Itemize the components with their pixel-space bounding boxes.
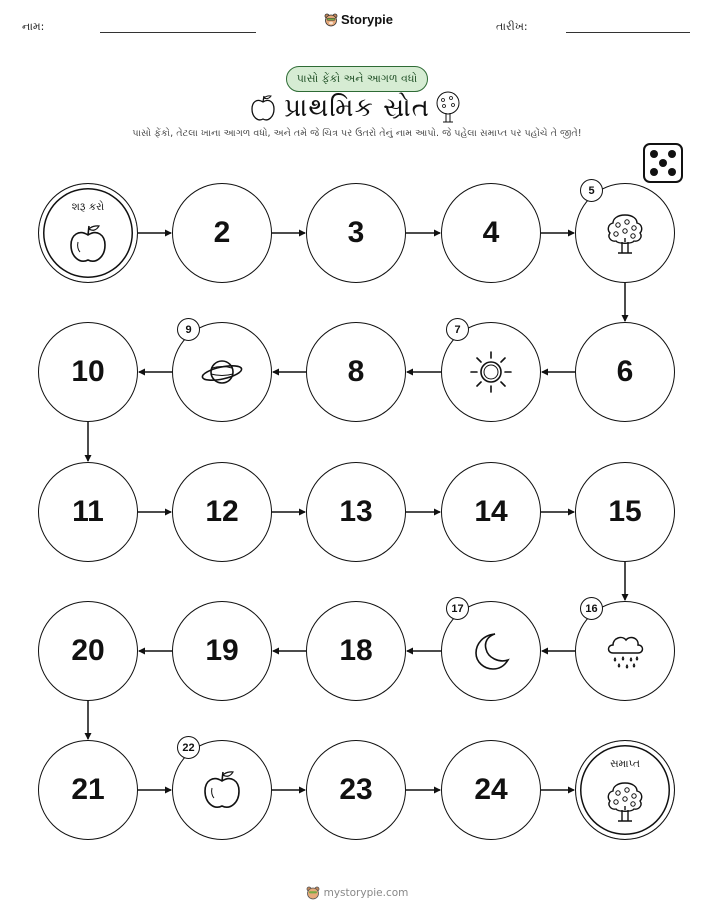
cell-number: 24 <box>474 773 508 806</box>
cell-number: 20 <box>71 634 105 667</box>
cell-number-badge: 9 <box>177 318 200 341</box>
board-cell-4[interactable] <box>441 183 541 283</box>
cell-label: શરૂ કરો <box>71 201 105 213</box>
rain-cloud-icon <box>603 629 647 673</box>
page-title: પ્રાથમિક સ્રોત <box>284 93 430 123</box>
cell-number: 13 <box>339 495 373 528</box>
cell-number: 23 <box>339 773 373 806</box>
cell-number: 8 <box>347 355 365 388</box>
board-cell-16[interactable] <box>575 601 675 701</box>
board-cell-2[interactable] <box>172 183 272 283</box>
cell-number: 3 <box>347 216 365 249</box>
board-cell-7[interactable] <box>441 322 541 422</box>
date-label: તારીખ: <box>496 20 528 33</box>
moon-icon <box>469 629 513 673</box>
page-footer <box>0 886 714 900</box>
cell-number: 10 <box>71 355 105 388</box>
cell-number-badge: 7 <box>446 318 469 341</box>
board-cell-6[interactable] <box>575 322 675 422</box>
apple-icon <box>66 222 110 266</box>
finish-cell[interactable] <box>575 740 675 840</box>
cell-number: 14 <box>474 495 508 528</box>
board-cell-5[interactable] <box>575 183 675 283</box>
sun-icon <box>469 350 513 394</box>
board-cell-18[interactable] <box>306 601 406 701</box>
board-cell-19[interactable] <box>172 601 272 701</box>
cell-number: 15 <box>608 495 642 528</box>
instructions-text: પાસો ફેંકો, તેટલા ખાના આગળ વધો, અને તમે જે ચિત્ર પર ઉતરો તેનું નામ આપો. જે પહેલા સમાપ્ત પર પહોંચે તે જીતે! <box>132 128 582 139</box>
board-cell-15[interactable] <box>575 462 675 562</box>
start-cell[interactable] <box>38 183 138 283</box>
cell-label: સમાપ્ત <box>610 758 640 770</box>
footer-url[interactable]: mystorypie.com <box>323 887 409 899</box>
cell-number: 12 <box>205 495 239 528</box>
board-cell-12[interactable] <box>172 462 272 562</box>
cell-number: 4 <box>482 216 500 249</box>
cell-number: 6 <box>616 355 634 388</box>
board-cell-11[interactable] <box>38 462 138 562</box>
cell-number: 18 <box>339 634 373 667</box>
board-cell-14[interactable] <box>441 462 541 562</box>
cell-number-badge: 17 <box>446 597 469 620</box>
board-cell-23[interactable] <box>306 740 406 840</box>
board-cell-24[interactable] <box>441 740 541 840</box>
board-cell-10[interactable] <box>38 322 138 422</box>
name-label: નામ: <box>22 20 45 33</box>
tree-icon <box>603 779 647 823</box>
cell-number: 19 <box>205 634 239 667</box>
cell-number-badge: 16 <box>580 597 603 620</box>
planet-icon <box>200 350 244 394</box>
cell-number: 2 <box>213 216 231 249</box>
cell-number-badge: 5 <box>580 179 603 202</box>
cell-number: 11 <box>72 495 104 528</box>
bear-icon <box>306 886 320 900</box>
board-cell-22[interactable] <box>172 740 272 840</box>
board-cell-13[interactable] <box>306 462 406 562</box>
cell-number-badge: 22 <box>177 736 200 759</box>
board-cell-20[interactable] <box>38 601 138 701</box>
apple-icon <box>200 768 244 812</box>
tree-icon <box>603 211 647 255</box>
board-cell-17[interactable] <box>441 601 541 701</box>
board-cell-21[interactable] <box>38 740 138 840</box>
subtitle-pill: પાસો ફેંકો અને આગળ વધો <box>286 66 428 92</box>
brand-name: Storypie <box>341 12 394 27</box>
board-cell-9[interactable] <box>172 322 272 422</box>
board-cell-8[interactable] <box>306 322 406 422</box>
cell-number: 21 <box>71 773 105 806</box>
board-cell-3[interactable] <box>306 183 406 283</box>
